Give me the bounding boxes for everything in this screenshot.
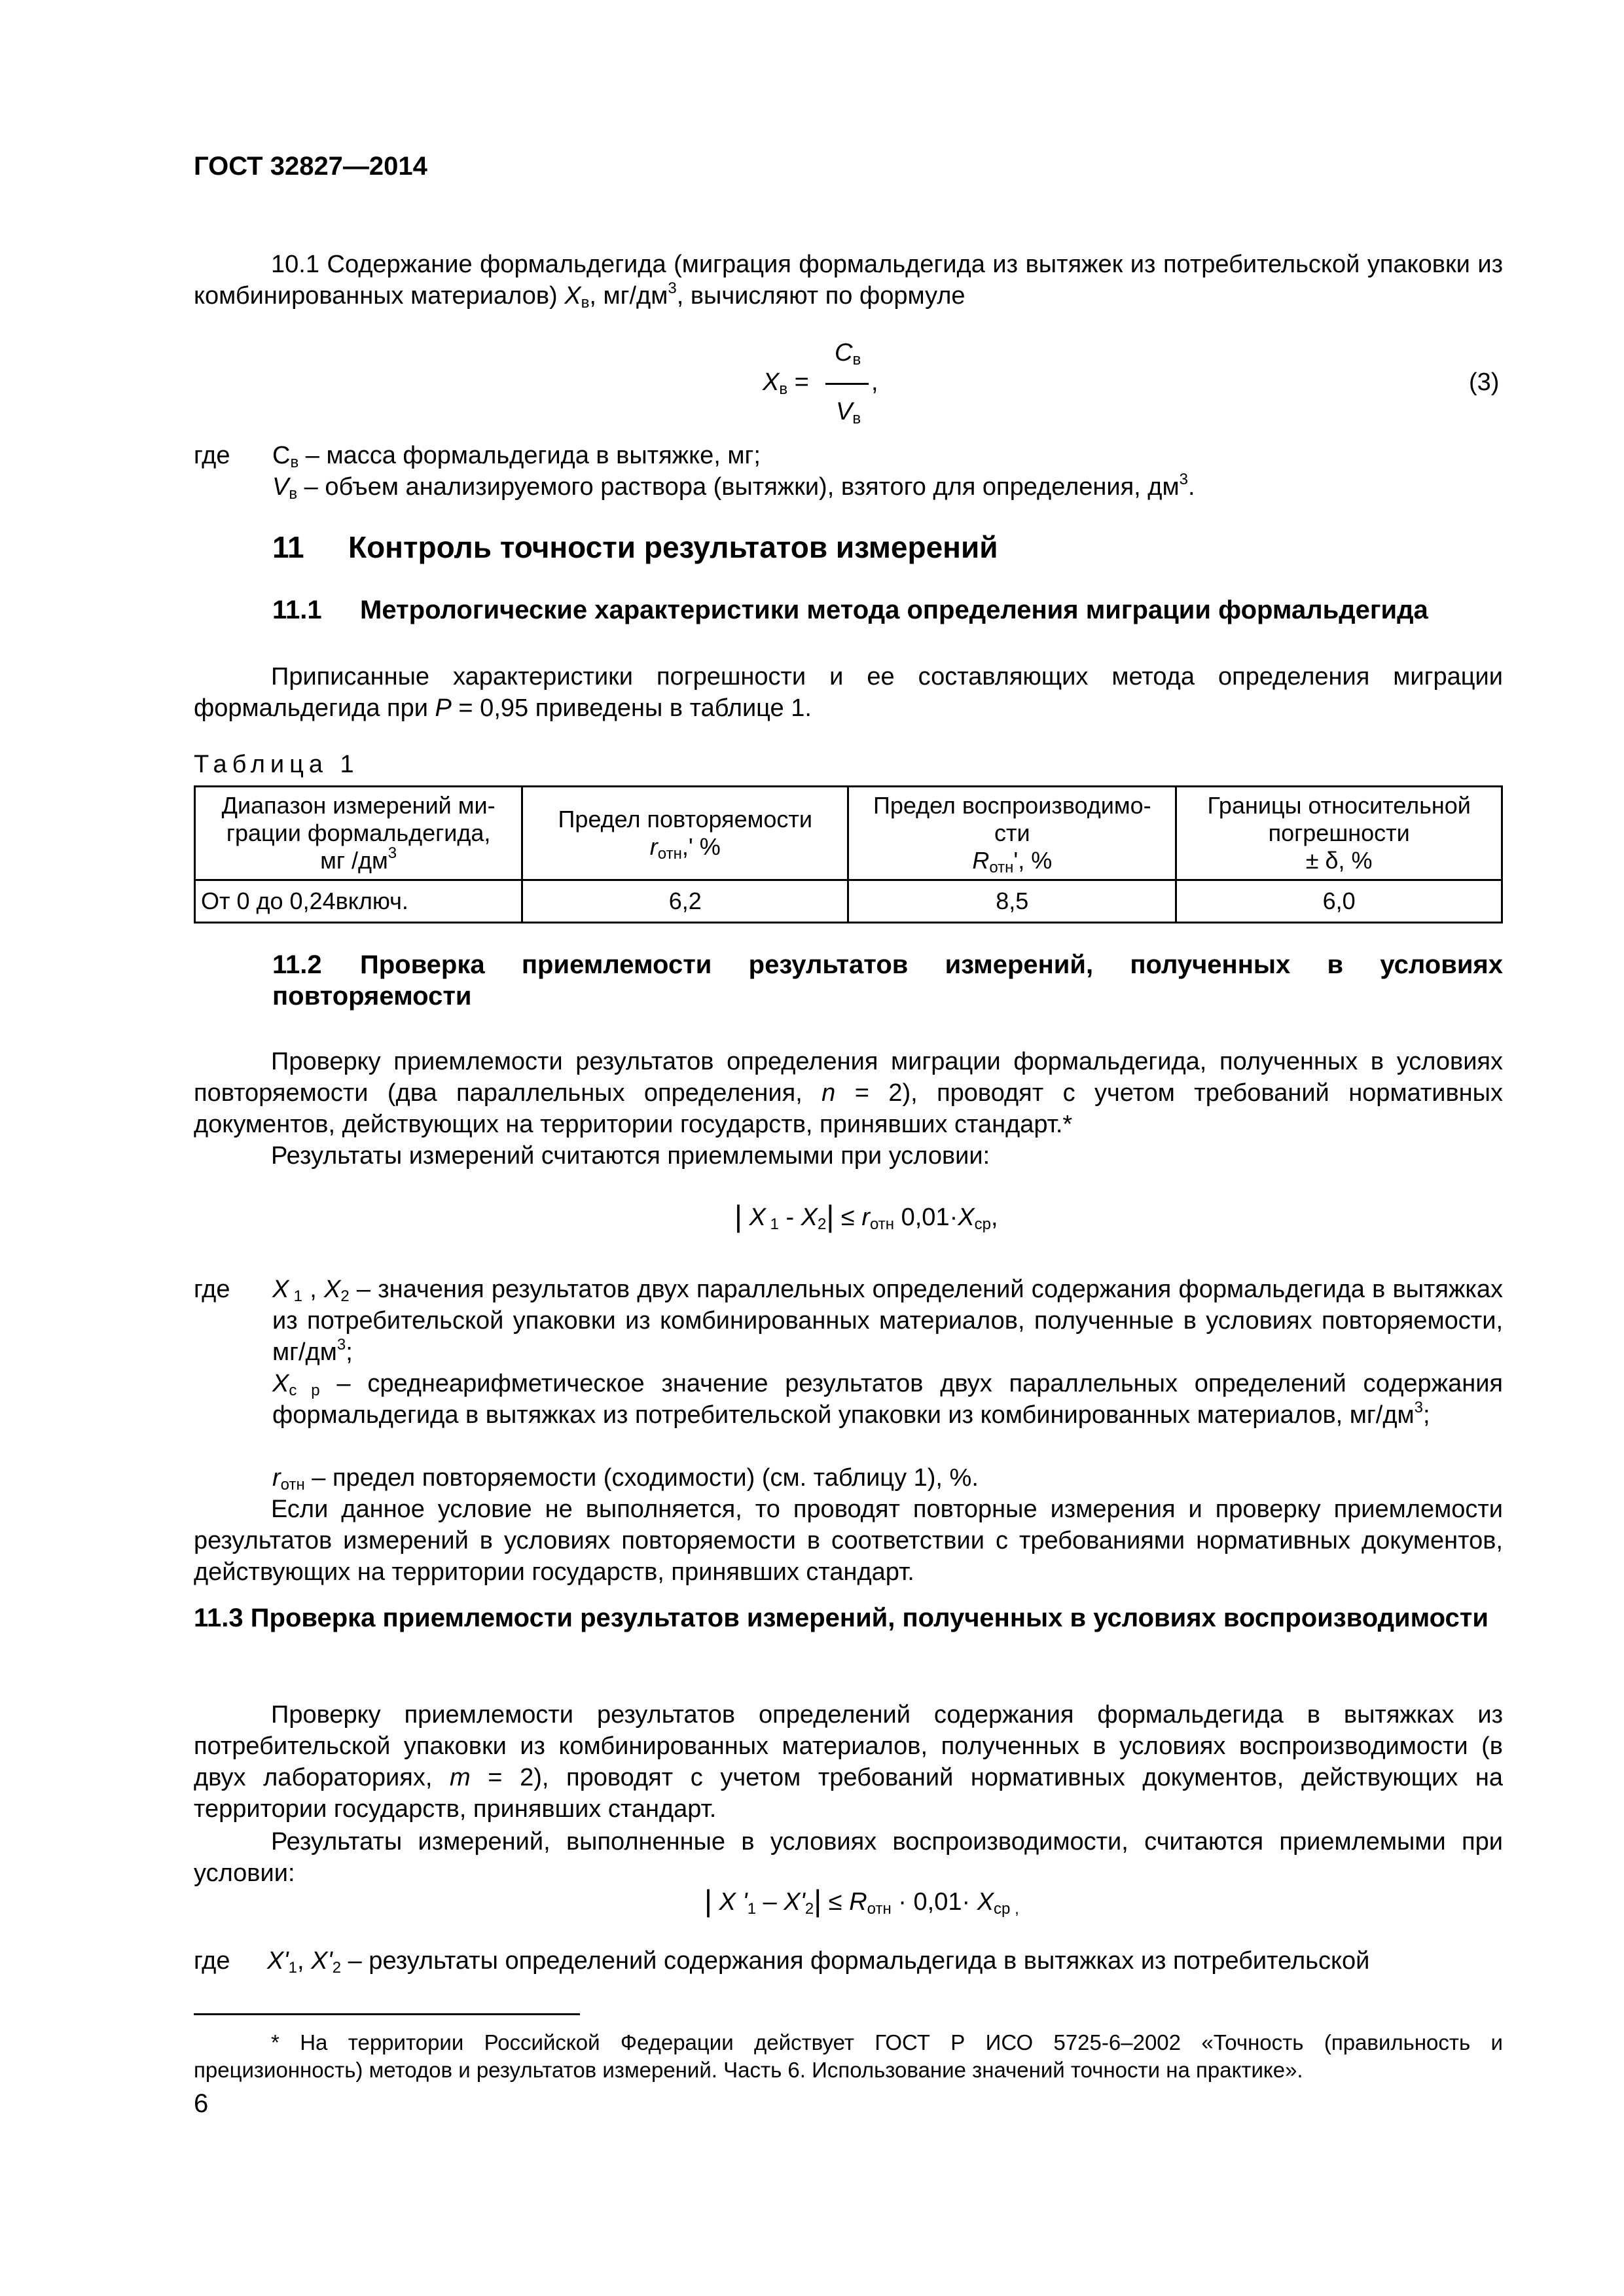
header-text: Предел повторяемости <box>558 806 812 833</box>
symbol: r <box>649 833 658 860</box>
paragraph-text: Приписанные характеристики погрешности и ее составляющих метода определения миграции формальдегида при <box>194 663 1503 722</box>
formula-lhs <box>763 367 809 398</box>
superscript: 3 <box>388 844 397 862</box>
paragraph-text: Проверку приемлемости результатов определения миграции формальдегида, полученных в условиях повторяемости (два параллельных определения, <box>194 1048 1503 1107</box>
subscript: в <box>852 410 861 427</box>
operator: ≤ <box>834 1204 862 1231</box>
fraction-denominator <box>836 396 861 427</box>
fraction-bar <box>825 383 869 385</box>
variable: r <box>861 1204 870 1231</box>
variable: V <box>836 398 853 425</box>
paragraph-11-2-a <box>194 1046 1503 1140</box>
table-cell: 8,5 <box>848 880 1176 923</box>
variable: m <box>450 1764 471 1791</box>
table-row <box>195 880 1502 923</box>
superscript: 3 <box>1414 1399 1423 1416</box>
definition-xcp <box>272 1368 1503 1431</box>
where-label: где <box>194 1947 230 1975</box>
subscript: в <box>289 485 298 503</box>
subscript: отн <box>280 1476 305 1494</box>
abs-bar: | <box>704 1884 712 1918</box>
abs-bar: | <box>826 1199 835 1233</box>
table-header-cell <box>848 787 1176 880</box>
superscript: 3 <box>668 279 677 297</box>
variable: X ' <box>719 1888 748 1916</box>
definition-text: – предел повторяемости (сходимости) (см. таблицу 1), %. <box>304 1464 979 1492</box>
variable: X <box>564 282 581 310</box>
definition-text: . <box>1187 473 1195 501</box>
definition-text: ; <box>1422 1401 1430 1429</box>
subscript: в <box>581 294 590 312</box>
symbol: R <box>972 847 990 874</box>
header-text: ', % <box>1013 847 1053 874</box>
section-11-heading <box>272 531 998 563</box>
subscript: в <box>852 351 861 368</box>
abs-bar: | <box>814 1884 822 1918</box>
header-text: мг /дм <box>320 847 388 874</box>
subscript: ср <box>974 1215 991 1233</box>
footnote-text: * На территории Российской Федерации действует ГОСТ Р ИСО 5725-6–2002 «Точность (правильность и прецизионность) методов и результатов измерений. Часть 6. Использование значений точности на практике». <box>194 2030 1503 2082</box>
paragraph-text: = 2), проводят с учетом требований нормативных документов, действующих на территории государств, принявших стандарт.* <box>194 1079 1503 1138</box>
header-text: Границы относительной <box>1207 792 1471 819</box>
section-number: 11.1 <box>272 596 322 624</box>
variable: R <box>849 1888 867 1916</box>
section-number: 11 <box>272 530 304 564</box>
subscript: 2 <box>818 1215 827 1233</box>
formula-3 <box>763 337 893 435</box>
superscript: 3 <box>1179 471 1188 488</box>
section-title: Проверка приемлемости результатов измерений, полученных в условиях воспроизводимости <box>250 1604 1489 1632</box>
formula-text: · 0,01· <box>891 1888 977 1916</box>
subscript: 1 <box>288 1959 297 1977</box>
definition-r-otn <box>272 1462 979 1494</box>
definition-text: – результаты определений содержания формальдегида в вытяжках из потребительской <box>341 1947 1370 1975</box>
subscript: с р <box>289 1382 320 1399</box>
subscript: ср , <box>994 1900 1019 1918</box>
paragraph-11-1 <box>194 661 1503 724</box>
table-header-cell <box>195 787 522 880</box>
where-label: где <box>194 1276 230 1303</box>
symbol: V <box>272 473 289 501</box>
operator: – <box>756 1888 784 1916</box>
variable: X <box>977 1888 994 1916</box>
definition-text: – значения результатов двух параллельных определений содержания формальдегида в вытяжках из потребительской упаковки из комбинированных материалов, полученные в условиях повторяемости, мг/дм <box>272 1276 1503 1366</box>
fraction-numerator <box>835 337 861 368</box>
formula-text: 0,01· <box>894 1204 958 1231</box>
table-cell: 6,0 <box>1176 880 1502 923</box>
variable: X <box>749 1204 766 1231</box>
formula-repeatability <box>734 1200 998 1233</box>
paragraph-10-1 <box>194 249 1503 312</box>
header-text: Предел воспроизводимо- <box>873 792 1151 819</box>
document-header: ГОСТ 32827—2014 <box>194 152 427 181</box>
variable: X <box>958 1204 975 1231</box>
subscript: в <box>779 380 788 398</box>
paragraph-11-2-c: Если данное условие не выполняется, то проводят повторные измерения и проверку приемлемости результатов измерений в условиях повторяемости в соответствии с требованиями нормативных документов, действующих на территории государств, принявших стандарт. <box>194 1496 1503 1586</box>
subscript: отн <box>869 1215 895 1233</box>
paragraph-11-3-b: Результаты измерений, выполненные в условиях воспроизводимости, считаются приемлемыми при условии: <box>194 1828 1503 1887</box>
subscript: 2 <box>332 1959 342 1977</box>
footnote <box>194 2029 1503 2084</box>
table-caption: Таблица 1 <box>194 751 359 778</box>
where-label: где <box>194 442 230 469</box>
table-header-cell <box>522 787 848 880</box>
definition-cv <box>272 440 761 471</box>
formula-text: , <box>990 1204 998 1231</box>
section-number: 11.2 <box>272 950 322 979</box>
variable: X <box>801 1204 818 1231</box>
header-text: погрешности <box>1268 819 1410 846</box>
footnote-separator <box>194 2013 580 2015</box>
table-cell: 6,2 <box>522 880 848 923</box>
paragraph-11-3-a <box>194 1699 1503 1825</box>
section-title: Метрологические характеристики метода определения миграции формальдегида <box>360 596 1428 624</box>
definition-x1-x2 <box>272 1274 1503 1368</box>
table-header-cell <box>1176 787 1502 880</box>
subscript: 2 <box>340 1287 350 1305</box>
table-1 <box>194 785 1503 924</box>
formula-comma: , <box>871 368 878 396</box>
definition-vv <box>272 471 1195 503</box>
paragraph-11-2-b: Результаты измерений считаются приемлемыми при условии: <box>271 1142 990 1170</box>
section-11-1-heading <box>272 594 1428 626</box>
variable: X <box>763 368 780 396</box>
table-header-row <box>195 787 1502 880</box>
section-title: Контроль точности результатов измерений <box>348 530 998 564</box>
subscript: отн <box>867 1900 892 1918</box>
section-11-2-heading <box>272 949 1503 1012</box>
symbol: С <box>272 442 291 469</box>
header-text: ,' % <box>681 833 721 860</box>
subscript: 1 <box>289 1287 303 1305</box>
section-number: 11.3 <box>194 1604 244 1632</box>
table-cell: От 0 до 0,24включ. <box>195 880 522 923</box>
variable: r <box>272 1464 281 1492</box>
paragraph-text: = 0,95 приведены в таблице 1. <box>451 694 812 722</box>
subscript: в <box>290 454 299 471</box>
definition-x1-x2-prime <box>267 1945 1369 1977</box>
paragraph-text: 10.1 Содержание формальдегида (миграция формальдегида из вытяжек из потребительской упаковки из комбинированных материалов) <box>194 251 1503 310</box>
paragraph-text: , вычисляют по формуле <box>676 282 965 310</box>
definition-text: ; <box>346 1338 353 1366</box>
section-11-3-heading <box>194 1602 1503 1634</box>
superscript: 3 <box>336 1336 346 1354</box>
abs-bar: | <box>734 1199 742 1233</box>
subscript: 2 <box>804 1900 814 1918</box>
subscript: 1 <box>765 1215 779 1233</box>
variable: P <box>435 694 452 722</box>
variable: X <box>272 1370 289 1397</box>
formula-reproducibility <box>704 1885 1019 1918</box>
equals-sign: = <box>787 368 809 396</box>
variable: n <box>821 1079 836 1107</box>
subscript: 1 <box>747 1900 757 1918</box>
page-number: 6 <box>194 2089 209 2118</box>
variable: X' <box>311 1947 333 1975</box>
variable: X <box>272 1276 289 1303</box>
subscript: отн <box>989 859 1014 876</box>
header-text: ± δ, % <box>1305 847 1373 874</box>
paragraph-text: = 2), проводят с учетом требований нормативных документов, действующих на территории государств, принявших стандарт. <box>194 1764 1503 1823</box>
header-text: Диапазон измерений ми- <box>221 792 496 819</box>
header-text: грации формальдегида, <box>226 819 491 846</box>
operator: - <box>778 1204 801 1231</box>
definition-text: – масса формальдегида в вытяжке, мг; <box>298 442 761 469</box>
operator: ≤ <box>821 1888 850 1916</box>
definition-text: – среднеарифметическое значение результатов двух параллельных определений содержания формальдегида в вытяжках из потребительской упаковки из комбинированных материалов, мг/дм <box>272 1370 1504 1429</box>
header-text: сти <box>994 819 1030 846</box>
paragraph-text: , мг/дм <box>589 282 668 310</box>
definition-text: – объем анализируемого раствора (вытяжки), взятого для определения, дм <box>297 473 1180 501</box>
subscript: отн <box>657 845 682 863</box>
variable: C <box>835 339 853 367</box>
variable: X' <box>267 1947 289 1975</box>
section-title: Проверка приемлемости результатов измерений, полученных в условиях повторяемости <box>272 950 1503 1011</box>
definition-text: , <box>297 1947 312 1975</box>
paragraph-text: Проверку приемлемости результатов определений содержания формальдегида в вытяжках из потребительской упаковки из комбинированных материалов, полученных в условиях воспроизводимости (в двух лабораториях, <box>194 1701 1503 1791</box>
equation-number: (3) <box>1469 368 1500 396</box>
variable: X <box>323 1276 341 1303</box>
variable: X' <box>784 1888 805 1916</box>
definition-text: , <box>302 1276 324 1303</box>
